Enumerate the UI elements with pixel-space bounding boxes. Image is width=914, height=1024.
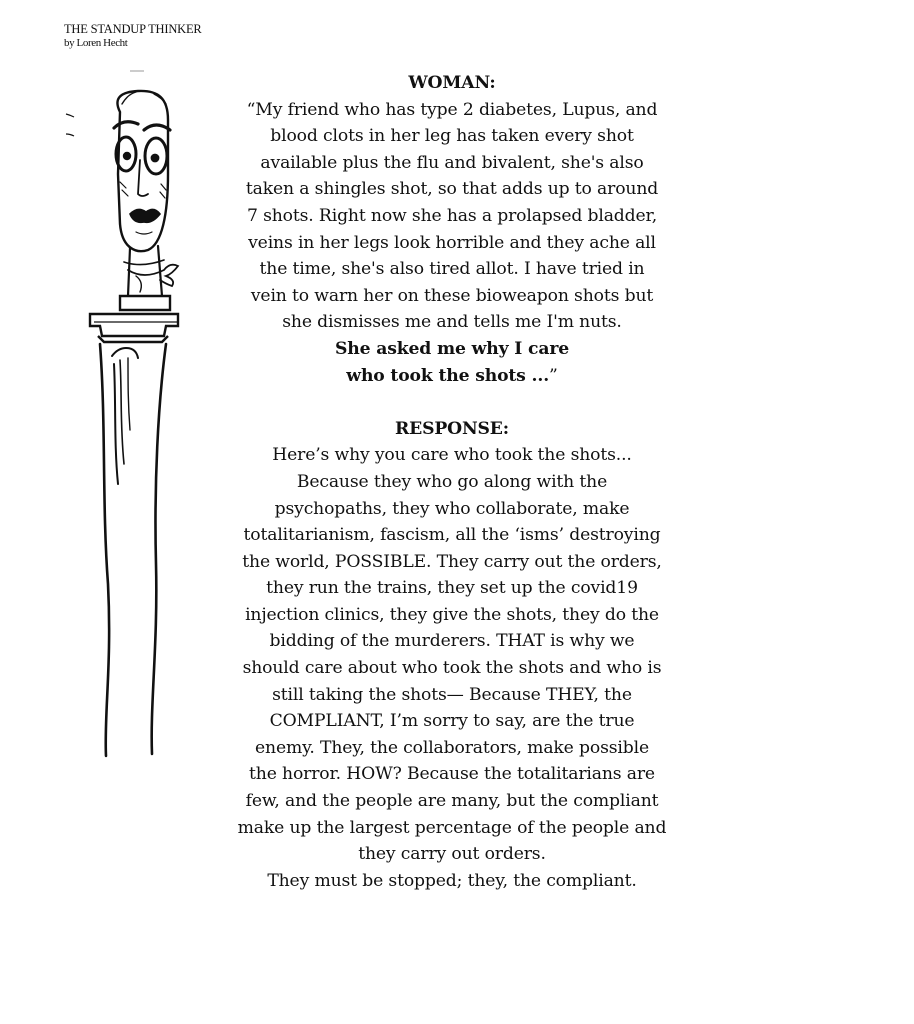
woman-heading: WOMAN: [408, 73, 496, 93]
response-line: they run the trains, they set up the covid19 [266, 578, 638, 599]
page-header [64, 22, 202, 50]
response-line: psychopaths, they who collaborate, make [274, 498, 630, 519]
column-title: THE STANDUP THINKER [64, 22, 202, 36]
response-line: Here’s why you care who took the shots... [272, 445, 632, 466]
woman-question-line: She asked me why I care [334, 338, 570, 359]
closing-quote: ” [549, 365, 558, 386]
response-line: totalitarianism, fascism, all the ‘isms’ destroying [243, 525, 661, 546]
response-line: few, and the people are many, but the compliant [245, 791, 659, 812]
response-line: still taking the shots— Because THEY, the [272, 684, 632, 705]
woman-quote-line: vein to warn her on these bioweapon shots but [250, 285, 654, 306]
response-line: they carry out orders. [358, 844, 546, 865]
response-line: enemy. They, the collaborators, make possible [255, 737, 649, 758]
woman-question-text: who took the shots ... [346, 365, 550, 386]
response-line: injection clinics, they give the shots, they do the [245, 604, 659, 625]
woman-question-line-2 [232, 363, 672, 390]
column-shaft [100, 344, 166, 756]
response-line: Because they who go along with the [296, 471, 608, 492]
woman-quote-line: the time, she's also tired allot. I have tried in [259, 259, 645, 280]
woman-quote-line: veins in her legs look horrible and they ache all [248, 232, 656, 253]
figure-head [114, 91, 170, 251]
response-line: make up the largest percentage of the people and [237, 817, 667, 838]
stray-mark [66, 114, 74, 117]
article-body [232, 70, 672, 894]
figure-neck [124, 246, 178, 296]
woman-quote-line: 7 shots. Right now she has a prolapsed bladder, [246, 205, 658, 226]
response-line: should care about who took the shots and who is [242, 658, 662, 679]
stray-mark [66, 134, 74, 136]
woman-quote-line: blood clots in her leg has taken every shot [270, 126, 634, 147]
woman-quote-line: taken a shingles shot, so that adds up to around [245, 179, 659, 200]
response-line: bidding of the murderers. THAT is why we [269, 631, 635, 652]
thinker-illustration [58, 64, 188, 764]
woman-quote-line: available plus the flu and bivalent, she's also [260, 152, 644, 173]
woman-quote-line: she dismisses me and tells me I'm nuts. [282, 312, 622, 333]
author-byline: by Loren Hecht [64, 37, 128, 49]
response-line: the world, POSSIBLE. They carry out the orders, [242, 551, 662, 572]
woman-quote-line: “My friend who has type 2 diabetes, Lupus, and [246, 99, 658, 120]
response-heading: RESPONSE: [395, 418, 509, 439]
response-line: the horror. HOW? Because the totalitarians are [249, 764, 655, 785]
section-spacer [232, 389, 672, 416]
response-line: COMPLIANT, I’m sorry to say, are the true [269, 711, 635, 732]
column-capital [90, 296, 178, 342]
response-line: They must be stopped; they, the compliant. [267, 870, 637, 891]
